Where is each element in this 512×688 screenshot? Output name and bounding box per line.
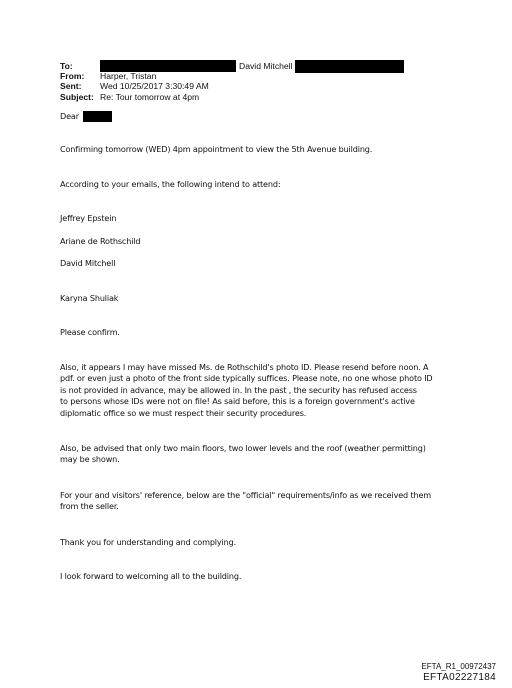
subject-label: Subject: (60, 91, 94, 102)
paragraph-thanks: Thank you for understanding and complying. (60, 537, 237, 547)
to-row (60, 61, 404, 71)
paragraph-please-confirm: Please confirm. (60, 327, 120, 337)
paragraph-line: from the seller. (60, 501, 119, 512)
paragraph-confirm-appointment: Confirming tomorrow (WED) 4pm appointment to view the 5th Avenue building. (60, 144, 373, 154)
email-header (60, 61, 404, 102)
attendee-item: Jeffrey Epstein (60, 213, 117, 223)
subject-value: Re: Tour tomorrow at 4pm (100, 91, 200, 102)
sent-row (60, 81, 404, 91)
paragraph-line: may be shown. (60, 454, 120, 465)
attendee-item: David Mitchell (60, 258, 116, 268)
sent-label: Sent: (60, 81, 82, 92)
attendee-item: Karyna Shuliak (60, 293, 119, 303)
from-label: From: (60, 71, 85, 82)
paragraph-line: For your and visitors' reference, below are the "official" requirements/info as we received them (60, 490, 432, 500)
from-row (60, 71, 404, 81)
footer-ref-2: EFTA02227184 (423, 672, 496, 683)
paragraph-reference (60, 490, 460, 513)
paragraph-line: is not provided in advance, may be allowed in. In the past , the security has refused access (60, 384, 417, 395)
attendee-item: Ariane de Rothschild (60, 236, 141, 246)
greeting-line (60, 111, 460, 122)
redaction-greeting-name (83, 111, 112, 122)
sent-value: Wed 10/25/2017 3:30:49 AM (100, 81, 209, 92)
paragraph-photo-id (60, 362, 460, 419)
paragraph-line: pdf. or even just a photo of the front side typically suffices. Please note, no one whose photo ID (60, 373, 433, 384)
paragraph-line: to persons whose IDs were not on file! As said before, this is a foreign government's active (60, 396, 415, 407)
greeting: Dear (60, 111, 79, 121)
to-label: To: (60, 61, 73, 71)
paragraph-line: Also, be advised that only two main floors, two lower levels and the roof (weather permitting) (60, 443, 426, 453)
redaction-to-email (295, 60, 404, 73)
paragraph-attendees-intro: According to your emails, the following intend to attend: (60, 179, 281, 189)
paragraph-line: Also, it appears I may have missed Ms. de Rothschild's photo ID. Please resend before noon. A (60, 362, 429, 372)
footer-ref-1: EFTA_R1_00972437 (421, 662, 496, 671)
to-name: David Mitchell (239, 61, 293, 71)
paragraph-floors (60, 443, 460, 466)
from-value: Harper, Tristan (100, 71, 157, 82)
subject-row (60, 92, 404, 102)
paragraph-line: diplomatic office so we must respect their security procedures. (60, 407, 307, 418)
paragraph-closing: I look forward to welcoming all to the building. (60, 571, 242, 581)
